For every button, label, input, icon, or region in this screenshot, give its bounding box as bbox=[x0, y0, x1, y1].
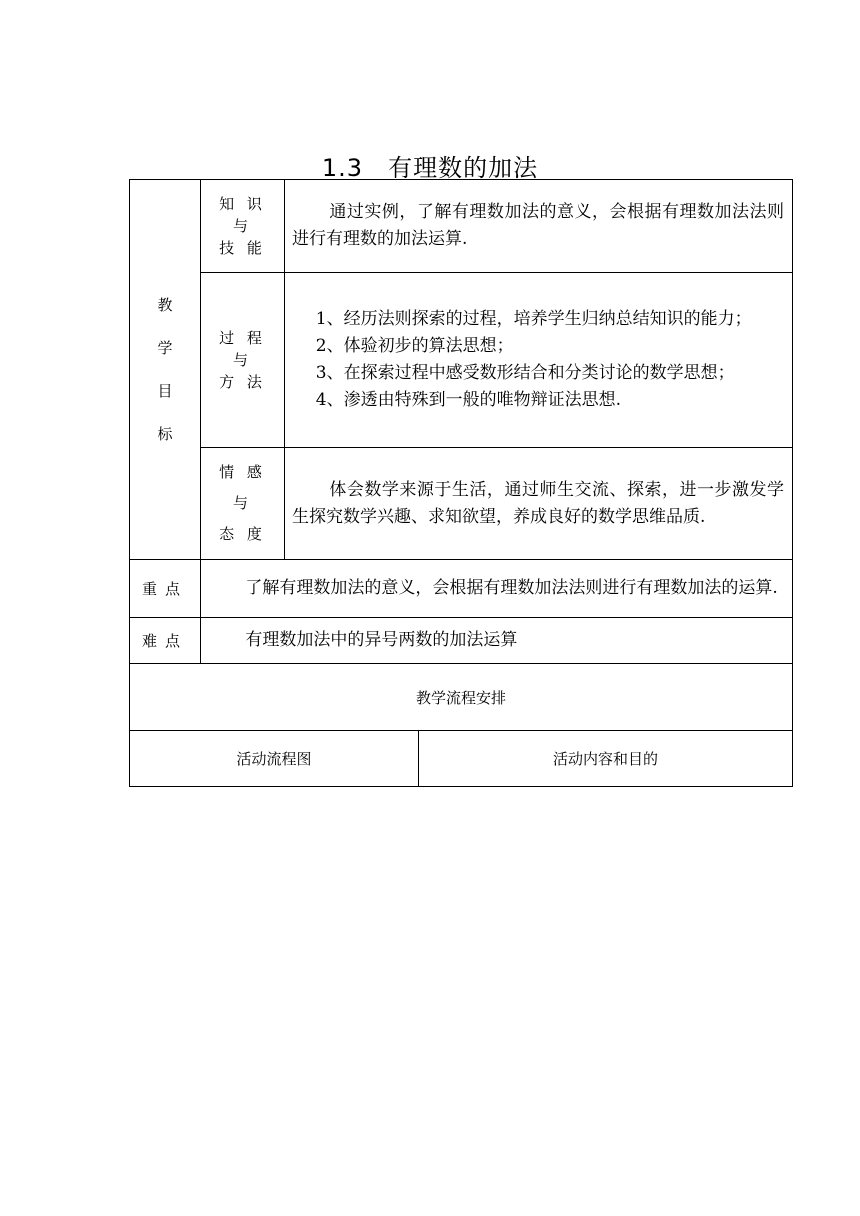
difficulty-row bbox=[130, 618, 793, 664]
difficulty-label: 难点 bbox=[130, 618, 201, 664]
flow-col-right: 活动内容和目的 bbox=[419, 731, 793, 787]
emotion-content-cell bbox=[285, 448, 793, 560]
flow-col-left: 活动流程图 bbox=[130, 731, 419, 787]
lesson-plan-table bbox=[129, 179, 793, 787]
process-label-line: 方 法 bbox=[219, 373, 266, 391]
knowledge-label-line: 技 能 bbox=[219, 239, 266, 257]
process-row bbox=[130, 273, 793, 448]
knowledge-text: 通过实例，了解有理数加法的意义，会根据有理数加法法则进行有理数的加法运算. bbox=[292, 202, 785, 249]
process-content-cell bbox=[285, 273, 793, 448]
key-point-content-cell bbox=[201, 560, 793, 618]
emotion-label-cell bbox=[201, 448, 285, 560]
key-point-row bbox=[130, 560, 793, 618]
difficulty-text: 有理数加法中的异号两数的加法运算 bbox=[245, 630, 518, 650]
emotion-text: 体会数学来源于生活，通过师生交流、探索，进一步激发学生探究数学兴趣、求知欲望，养成良好的数学思维品质. bbox=[292, 479, 785, 527]
emotion-row bbox=[130, 448, 793, 560]
flow-columns-row bbox=[130, 731, 793, 787]
key-point-label: 重点 bbox=[130, 560, 201, 618]
process-label-line: 与 bbox=[232, 351, 252, 369]
objectives-char: 学 bbox=[157, 338, 173, 357]
emotion-label-line: 情 感 bbox=[219, 463, 266, 481]
process-item: 4、渗透由特殊到一般的唯物辩证法思想. bbox=[315, 390, 622, 410]
process-label-cell bbox=[201, 273, 285, 448]
process-item: 3、在探索过程中感受数形结合和分类讨论的数学思想； bbox=[315, 363, 735, 383]
emotion-label-line: 与 bbox=[232, 494, 252, 512]
knowledge-content-cell bbox=[285, 180, 793, 273]
page-title: 1.3 有理数的加法 bbox=[321, 154, 539, 182]
process-label-line: 过 程 bbox=[219, 329, 266, 347]
process-item: 1、经历法则探索的过程，培养学生归纳总结知识的能力； bbox=[315, 309, 752, 329]
objectives-char: 标 bbox=[157, 424, 173, 443]
objectives-category-cell bbox=[130, 180, 201, 560]
knowledge-label-line: 知 识 bbox=[219, 195, 266, 213]
knowledge-row bbox=[130, 180, 793, 273]
flow-heading-row bbox=[130, 664, 793, 731]
flow-heading: 教学流程安排 bbox=[130, 664, 793, 731]
objectives-char: 教 bbox=[157, 295, 173, 314]
key-point-text: 了解有理数加法的意义，会根据有理数加法法则进行有理数加法的运算. bbox=[245, 578, 778, 598]
objectives-char: 目 bbox=[157, 381, 173, 400]
knowledge-label-cell bbox=[201, 180, 285, 273]
difficulty-content-cell bbox=[201, 618, 793, 664]
process-item: 2、体验初步的算法思想； bbox=[315, 336, 514, 356]
emotion-label-line: 态 度 bbox=[219, 525, 266, 543]
knowledge-label-line: 与 bbox=[232, 217, 252, 235]
